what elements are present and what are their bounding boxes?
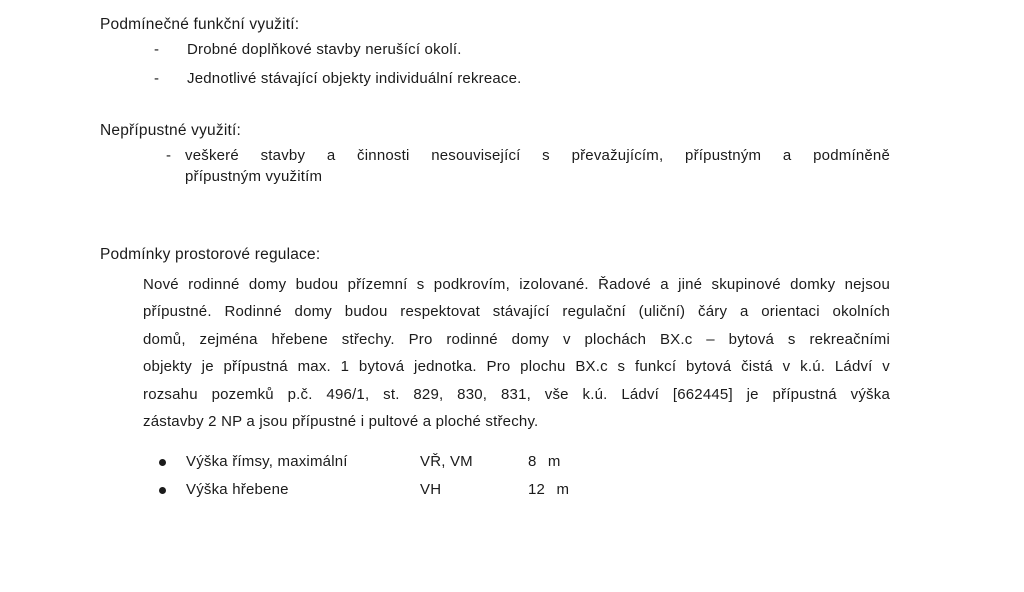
conditional-use-item: Drobné doplňkové stavby nerušící okolí. bbox=[187, 41, 462, 58]
spatial-regulation-heading: Podmínky prostorové regulace: bbox=[100, 246, 321, 263]
bullet-icon bbox=[159, 487, 166, 494]
parameter-label: Výška hřebene bbox=[186, 481, 289, 498]
regulation-paragraph-line: rozsahu pozemků p.č. 496/1, st. 829, 830, 831, vše k.ú. Ládví [662445] je přípustná výška bbox=[143, 386, 890, 403]
parameter-value: 12 m bbox=[528, 481, 570, 498]
regulation-paragraph-line: přípustné. Rodinné domy budou respektovat stávající regulační (uliční) čáry a orientaci okolních bbox=[143, 303, 890, 320]
conditional-use-heading: Podmínečné funkční využití: bbox=[100, 16, 300, 33]
parameter-label: Výška římsy, maximální bbox=[186, 453, 348, 470]
dash-marker: - bbox=[154, 41, 160, 58]
parameter-value: 8 m bbox=[528, 453, 561, 470]
regulation-paragraph-line: objekty je přípustná max. 1 bytová jednotka. Pro plochu BX.c s funkcí bytová čistá v k.ú. Ládví v bbox=[143, 358, 890, 375]
inadmissible-use-item-line: veškeré stavby a činnosti nesouvisející s převažujícím, přípustným a podmíněně bbox=[185, 147, 890, 164]
dash-marker: - bbox=[154, 70, 160, 87]
inadmissible-use-item-line: přípustným využitím bbox=[185, 168, 323, 185]
dash-marker: - bbox=[166, 147, 172, 164]
conditional-use-item: Jednotlivé stávající objekty individuální rekreace. bbox=[187, 70, 522, 87]
bullet-icon bbox=[159, 459, 166, 466]
inadmissible-use-heading: Nepřípustné využití: bbox=[100, 122, 241, 139]
regulation-paragraph-line: Nové rodinné domy budou přízemní s podkrovím, izolované. Řadové a jiné skupinové domky nejsou bbox=[143, 276, 890, 293]
regulation-paragraph-line: domů, zejména hřebene střechy. Pro rodinné domy v plochách BX.c – bytová s rekreačními bbox=[143, 331, 890, 348]
regulation-paragraph-line: zástavby 2 NP a jsou přípustné i pultové a ploché střechy. bbox=[143, 413, 539, 430]
parameter-code: VH bbox=[420, 481, 442, 498]
parameter-code: VŘ, VM bbox=[420, 453, 473, 470]
